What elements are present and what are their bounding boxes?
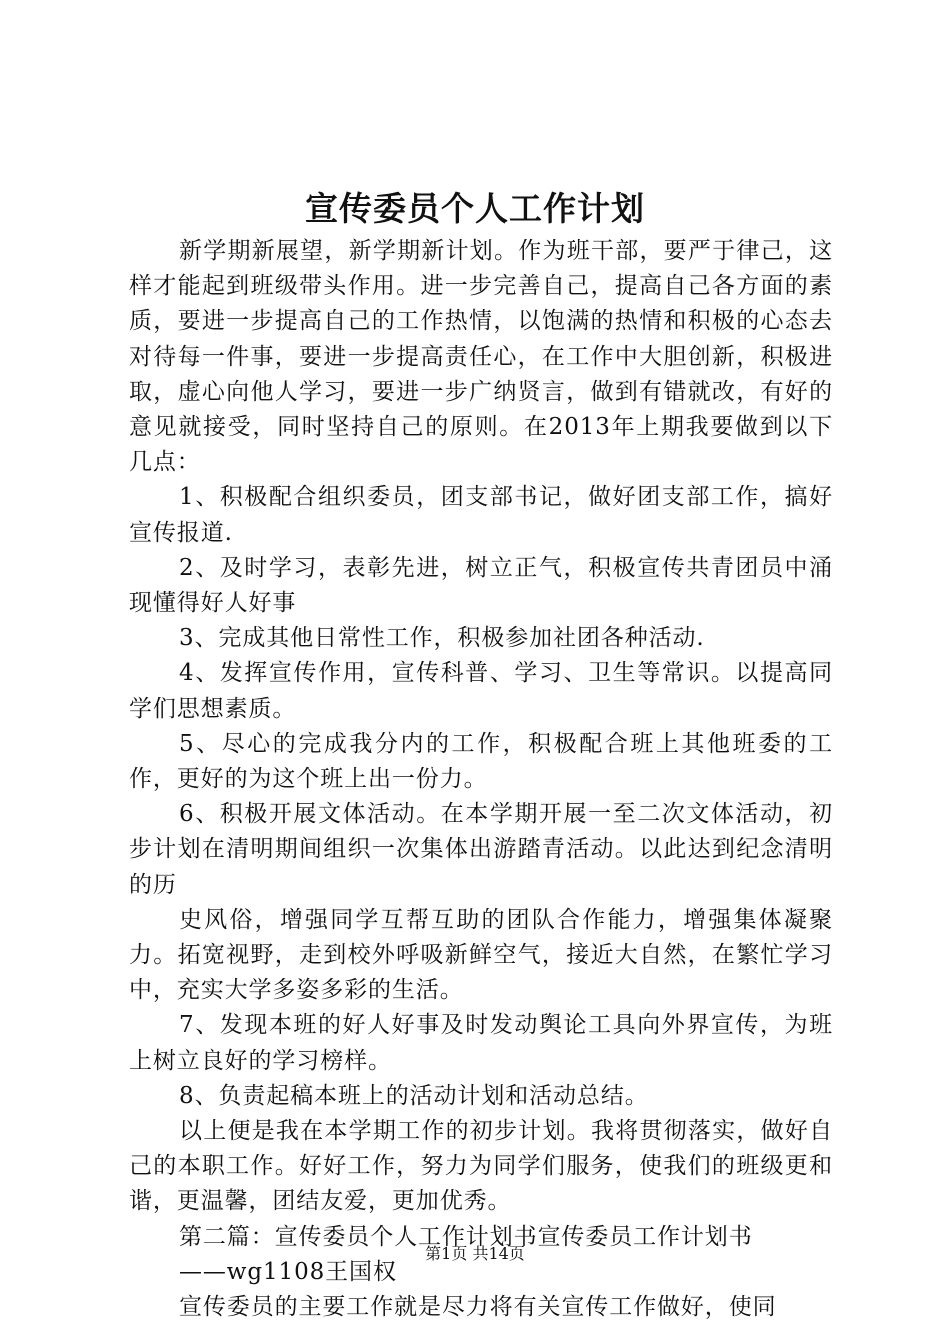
document-title: 宣传委员个人工作计划 — [305, 189, 645, 228]
paragraph-conclusion: 以上便是我在本学期工作的初步计划。我将贯彻落实，做好自己的本职工作。好好工作，努力为同学们服务，使我们的班级更和谐，更温馨，团结友爱，更加优秀。 — [129, 1118, 833, 1215]
paragraph-part-two-start: 宣传委员的主要工作就是尽力将有关宣传工作做好，使同 — [179, 1294, 777, 1321]
paragraph-item-6-continued: 史风俗，增强同学互帮互助的团队合作能力，增强集体凝聚力。拓宽视野，走到校外呼吸新鲜空气，接近大自然，在繁忙学习中，充实大学多姿多彩的生活。 — [129, 906, 833, 1004]
paragraph-author-line: ——wg1108王国权 — [179, 1258, 397, 1285]
paragraph-item-3: 3、完成其他日常性工作，积极参加社团各种活动. — [179, 625, 705, 652]
page-footer: 第1页 共14页 — [425, 1244, 525, 1263]
paragraph-intro: 新学期新展望，新学期新计划。作为班干部，要严于律己，这样才能起到班级带头作用。进一步完善自己，提高自己各方面的素质，要进一步提高自己的工作热情，以饱满的热情和积极的心态去对待每一件事，要进一步提高责任心，在工作中大胆创新，积极进取，虚心向他人学习，要进一步广纳贤言，做到有错就改，有好的意见就接受，同时坚持自己的原则。在2013年上期我要做到以下几点： — [129, 238, 833, 476]
paragraph-item-4: 4、发挥宣传作用，宣传科普、学习、卫生等常识。以提高同学们思想素质。 — [129, 660, 833, 722]
paragraph-item-7: 7、发现本班的好人好事及时发动舆论工具向外界宣传，为班上树立良好的学习榜样。 — [129, 1012, 833, 1074]
paragraph-part-two-heading: 第二篇：宣传委员个人工作计划书宣传委员工作计划书 — [179, 1223, 753, 1250]
document-body — [129, 234, 833, 1325]
paragraph-item-2: 2、及时学习，表彰先进，树立正气，积极宣传共青团员中涌现懂得好人好事 — [129, 554, 833, 617]
paragraph-item-8: 8、负责起稿本班上的活动计划和活动总结。 — [179, 1082, 649, 1109]
paragraph-item-6: 6、积极开展文体活动。在本学期开展一至二次文体活动，初步计划在清明期间组织一次集体出游踏青活动。以此达到纪念清明的历 — [129, 801, 833, 898]
paragraph-item-1: 1、积极配合组织委员，团支部书记，做好团支部工作，搞好宣传报道. — [129, 484, 833, 546]
paragraph-item-5: 5、尽心的完成我分内的工作，积极配合班上其他班委的工作，更好的为这个班上出一份力。 — [129, 730, 833, 793]
